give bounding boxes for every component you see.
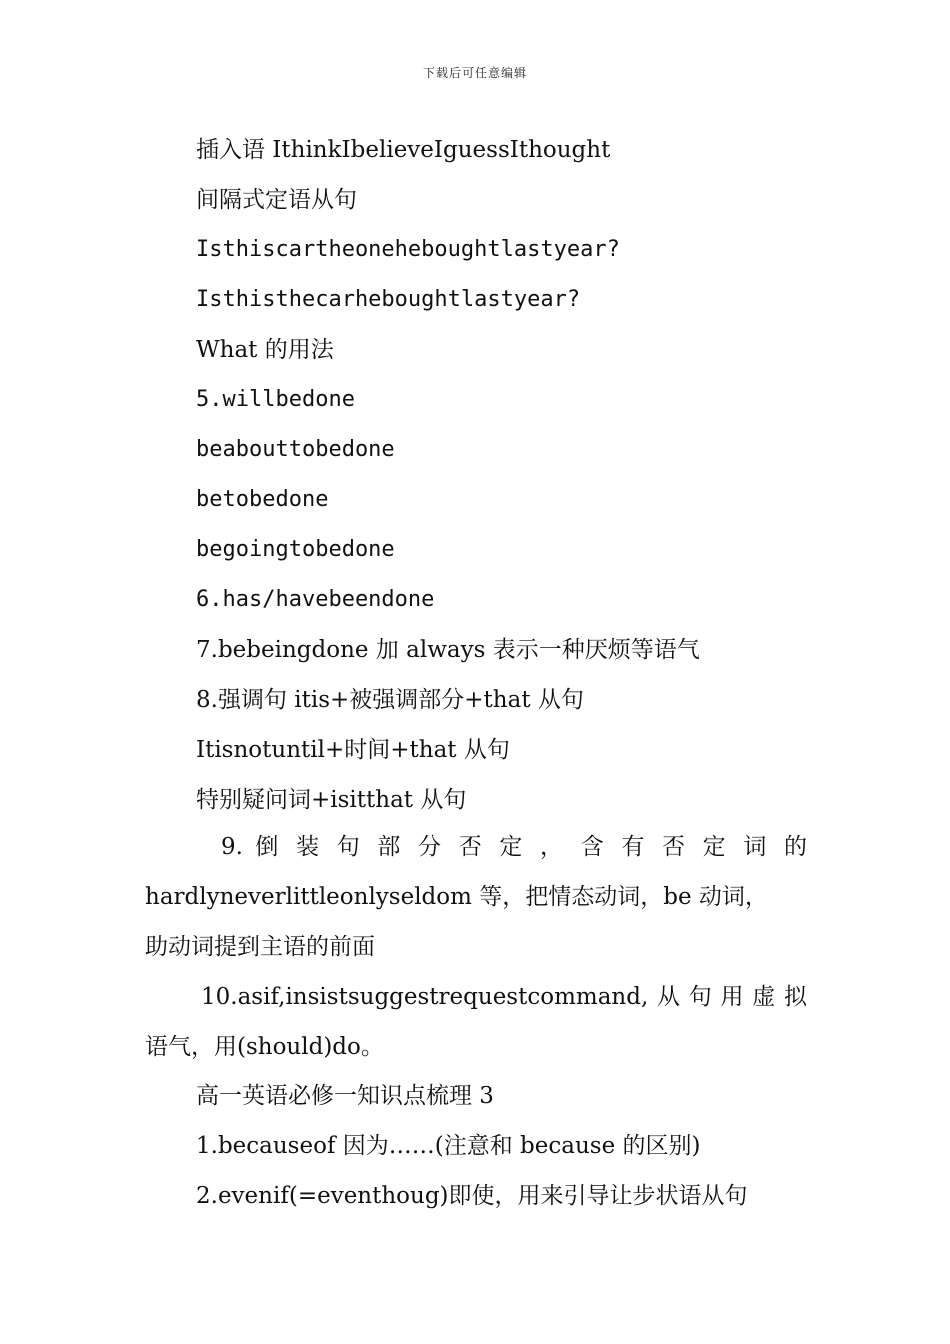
text-line: 插入语 IthinkIbelieveIguessIthought [196, 137, 611, 163]
paragraph-9-line-1: 9. 倒 装 句 部 分 否 定 ， 含 有 否 定 词 的 [221, 834, 807, 860]
paragraph-9-line-2: hardlyneverlittleonlyseldom 等，把情态动词，be 动词， [145, 884, 768, 910]
text-line: 特别疑问词+isitthat 从句 [196, 787, 467, 813]
text-line: beabouttobedone [196, 437, 395, 462]
text-line: Itisnotuntil+时间+that 从句 [196, 737, 510, 763]
text-line: 7.bebeingdone 加 always 表示一种厌烦等语气 [196, 637, 700, 663]
page-header: 下载后可任意编辑 [422, 66, 527, 80]
list-item: 2.evenif(=eventhoug)即使，用来引导让步状语从句 [196, 1183, 748, 1209]
text-line: Isthisthecarheboughtlastyear? [196, 287, 581, 312]
paragraph-9-line-3: 助动词提到主语的前面 [145, 934, 375, 960]
section-title: 高一英语必修一知识点梳理 3 [196, 1083, 494, 1109]
text-line: 5.willbedone [196, 387, 355, 412]
text-line: 8.强调句 itis+被强调部分+that 从句 [196, 687, 584, 713]
text-line: What 的用法 [196, 337, 334, 363]
text-line: Isthiscartheoneheboughtlastyear? [196, 237, 620, 262]
text-line: betobedone [196, 487, 329, 512]
text-line: begoingtobedone [196, 537, 395, 562]
paragraph-10-line-2: 语气，用(should)do。 [145, 1034, 384, 1060]
text-line: 6.has/havebeendone [196, 587, 435, 612]
text-line: 间隔式定语从句 [196, 187, 357, 213]
paragraph-10-line-1: 10.asif,insistsuggestrequestcommand,从句用虚拟 [201, 984, 807, 1010]
list-item: 1.becauseof 因为……(注意和 because 的区别) [196, 1133, 701, 1159]
